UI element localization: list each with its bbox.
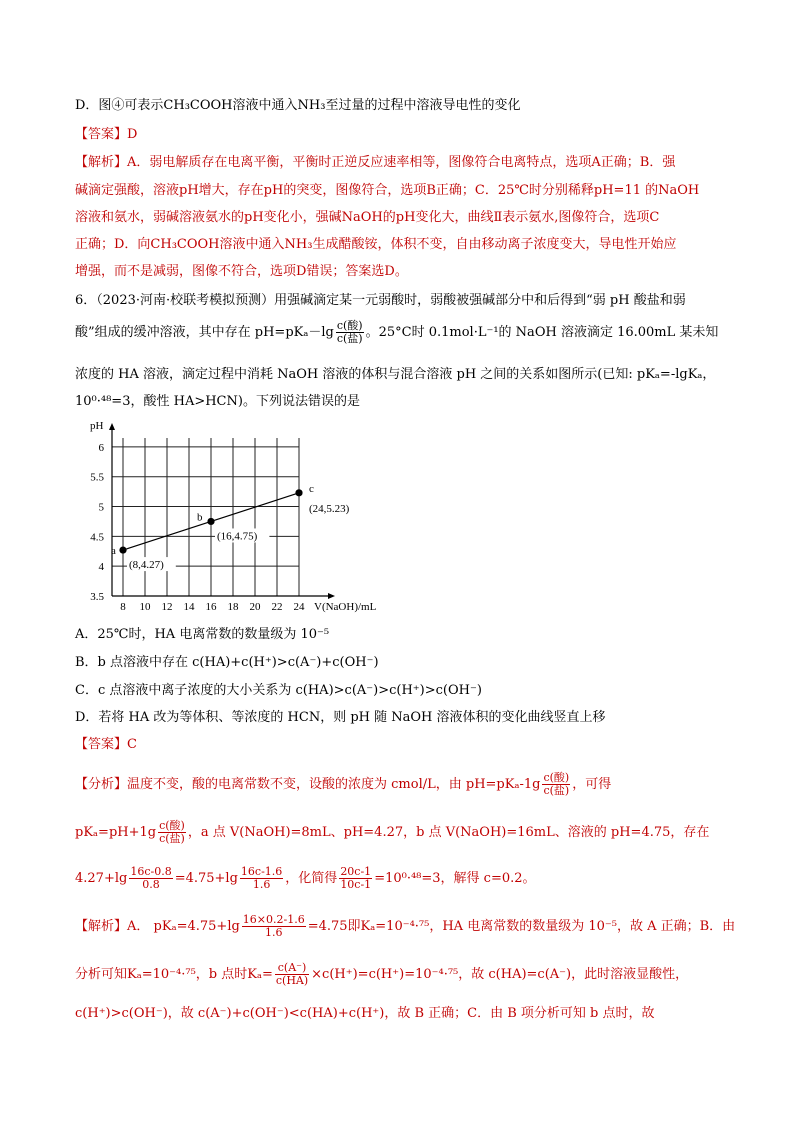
expl2-fraction-2 [275, 962, 309, 987]
frac-den: 10c-1 [340, 878, 372, 891]
answer-value: C [127, 737, 137, 752]
frac-num: 16c-0.8 [130, 865, 172, 878]
option-d-previous: D．图④可表示CH₃COOH溶液中通入NH₃至过量的过程中溶液导电性的变化 [75, 98, 521, 113]
explanation-2-line-1 [75, 914, 735, 939]
point-value-label: (16,4.75) [217, 530, 258, 543]
x-tick-label: 18 [227, 601, 239, 613]
analysis-text-b: ，可得 [572, 777, 612, 792]
explanation-1-line-2: 碱滴定强酸，溶液pH增大，存在pH的突变，图像符合，选项B正确；C．25℃时分别稀释pH=11 的NaOH [75, 183, 700, 198]
frac-den: c(盐) [543, 784, 570, 797]
answer-value: D [127, 127, 138, 142]
frac-den: 1.6 [265, 926, 283, 939]
frac-den: 0.8 [142, 878, 160, 891]
analysis-fraction-1 [542, 772, 570, 797]
x-tick-label: 8 [120, 601, 126, 613]
explanation-1-line-5: 增强，而不是减弱，图像不符合，选项D错误；答案选D。 [75, 264, 408, 279]
answer-1 [75, 126, 137, 144]
y-tick-label: 4.5 [90, 531, 104, 544]
y-tick-label: 4 [98, 561, 104, 574]
data-point [119, 546, 126, 553]
x-tick-label: 24 [293, 601, 305, 613]
explanation-text: A．弱电解质存在电离平衡，平衡时正逆反应速率相等，图像符合电离特点，选项A正确；B．强 [127, 155, 676, 170]
expl2-text-b: ×c(H⁺)=c(H⁺)=10⁻⁴·⁷⁵，故 c(HA)=c(A⁻)，此时溶液显酸性， [311, 967, 689, 982]
expl2-text-a: 分析可知Kₐ=10⁻⁴·⁷⁵，b 点时Kₐ= [75, 967, 273, 982]
frac-den: c(HA) [275, 974, 309, 987]
point-name-label: c [309, 482, 314, 495]
analysis-fraction-4 [240, 866, 283, 891]
analysis-tag: 【分析】 [75, 777, 128, 792]
point-value-label: (8,4.27) [129, 559, 164, 572]
answer-2 [75, 736, 137, 754]
frac-den: 1.6 [252, 878, 271, 891]
point-name-label: a [111, 545, 116, 558]
question-6-line-2 [75, 320, 718, 345]
analysis-text-c: ，化简得 [285, 871, 338, 886]
x-axis-arrow [328, 593, 335, 599]
expl2-fraction-1 [242, 914, 306, 939]
question-6-line-3: 浓度的 HA 溶液，滴定过程中消耗 NaOH 溶液的体积与混合溶液 pH 之间的关系如图所示(已知: pKₐ=-lgKₐ， [75, 367, 716, 382]
q6-text-b: 。25°C时 0.1mol·L⁻¹的 NaOH 溶液滴定 16.00mL 某未知 [365, 325, 719, 340]
option-c: C．c 点溶液中离子浓度的大小关系为 c(HA)>c(A⁻)>c(H⁺)>c(OH⁻) [75, 683, 482, 698]
question-6-line-1: 6．（2023·河南·校联考模拟预测）用强碱滴定某一元弱酸时，弱酸被强碱部分中和后得到“弱 pH 酸盐和弱 [75, 293, 686, 308]
answer-tag: 【答案】 [75, 737, 128, 752]
x-tick-label: 20 [249, 601, 261, 613]
ph-titration-chart [70, 418, 377, 618]
frac-num: 16c-1.6 [240, 865, 283, 878]
explanation-1-line-4: 正确；D．向CH₃COOH溶液中通入NH₃生成醋酸铵，体积不变，自由移动离子浓度变大，导电性开始应 [75, 237, 677, 252]
frac-num: c(A⁻) [275, 962, 309, 975]
x-tick-label: 10 [139, 601, 151, 613]
analysis-text-a: 4.27+lg [75, 871, 128, 886]
explanation-1-line-3: 溶液和氨水，弱碱溶液氨水的pH变化小，强碱NaOH的pH变化大，曲线Ⅱ表示氨水,图像符合，选项C [75, 210, 660, 225]
analysis-fraction-5 [339, 866, 372, 891]
analysis-text-b: =4.75+lg [174, 871, 238, 886]
expl2-text-a: A． pKₐ=4.75+lg [127, 919, 240, 934]
analysis-fraction-3 [129, 866, 172, 891]
analysis-text-d: =10⁰·⁴⁸=3，解得 c=0.2。 [374, 871, 536, 886]
data-point [295, 489, 302, 496]
analysis-fraction-2 [158, 820, 186, 845]
explanation-tag: 【解析】 [75, 155, 128, 170]
analysis-line-1 [75, 772, 611, 797]
x-tick-label: 22 [271, 601, 283, 613]
chart-svg [70, 418, 377, 618]
explanation-2-line-2 [75, 962, 688, 987]
q6-frac-num: c(酸) [336, 319, 363, 332]
expl2-text-b: =4.75即Kₐ=10⁻⁴·⁷⁵，HA 电离常数的数量级为 10⁻⁵，故 A 正确；B．由 [307, 919, 736, 934]
y-tick-label: 3.5 [90, 591, 104, 603]
q6-frac-den: c(盐) [336, 332, 363, 345]
analysis-text-b: ，a 点 V(NaOH)=8mL、pH=4.27，b 点 V(NaOH)=16mL、溶液的 pH=4.75，存在 [187, 825, 710, 840]
analysis-text-a: pKₐ=pH+1g [75, 825, 157, 840]
point-name-label: b [197, 511, 203, 524]
frac-den: c(盐) [159, 832, 185, 845]
option-d: D．若将 HA 改为等体积、等浓度的 HCN，则 pH 随 NaOH 溶液体积的变化曲线竖直上移 [75, 710, 606, 725]
y-axis-arrow [109, 423, 115, 430]
explanation-tag: 【解析】 [75, 919, 128, 934]
frac-num: c(酸) [543, 771, 570, 784]
y-axis-label: pH [90, 420, 104, 432]
x-axis-label: V(NaOH)/mL [314, 601, 377, 613]
point-value-label: (24,5.23) [309, 502, 350, 515]
option-a: A．25℃时，HA 电离常数的数量级为 10⁻⁵ [75, 627, 330, 642]
y-tick-label: 5 [98, 501, 104, 514]
explanation-1-line-1 [75, 154, 675, 172]
x-tick-label: 12 [161, 601, 173, 613]
option-b: B．b 点溶液中存在 c(HA)+c(H⁺)>c(A⁻)+c(OH⁻) [75, 655, 379, 670]
y-tick-label: 5.5 [90, 471, 104, 484]
y-tick-label: 6 [98, 441, 104, 454]
question-6-line-4: 10⁰·⁴⁸=3，酸性 HA>HCN)。下列说法错误的是 [75, 394, 360, 409]
frac-num: 16×0.2-1.6 [242, 913, 305, 926]
frac-num: c(酸) [159, 819, 185, 832]
q6-fraction [336, 320, 364, 345]
answer-tag: 【答案】 [75, 127, 128, 142]
analysis-text-a: 温度不变，酸的电离常数不变，设酸的浓度为 cmol/L，由 pH=pKₐ-1g [127, 777, 541, 792]
analysis-line-3 [75, 866, 536, 891]
data-point [207, 518, 214, 525]
explanation-2-line-3: c(H⁺)>c(OH⁻)，故 c(A⁻)+c(OH⁻)<c(HA)+c(H⁺)，故 B 正确；C．由 B 项分析可知 b 点时，故 [75, 1006, 655, 1021]
x-tick-label: 16 [205, 601, 217, 613]
frac-num: 20c-1 [340, 865, 372, 878]
analysis-line-2 [75, 820, 709, 845]
x-tick-label: 14 [183, 601, 195, 613]
q6-text-a: 酸”组成的缓冲溶液，其中存在 pH=pKₐ－lg [75, 325, 334, 340]
